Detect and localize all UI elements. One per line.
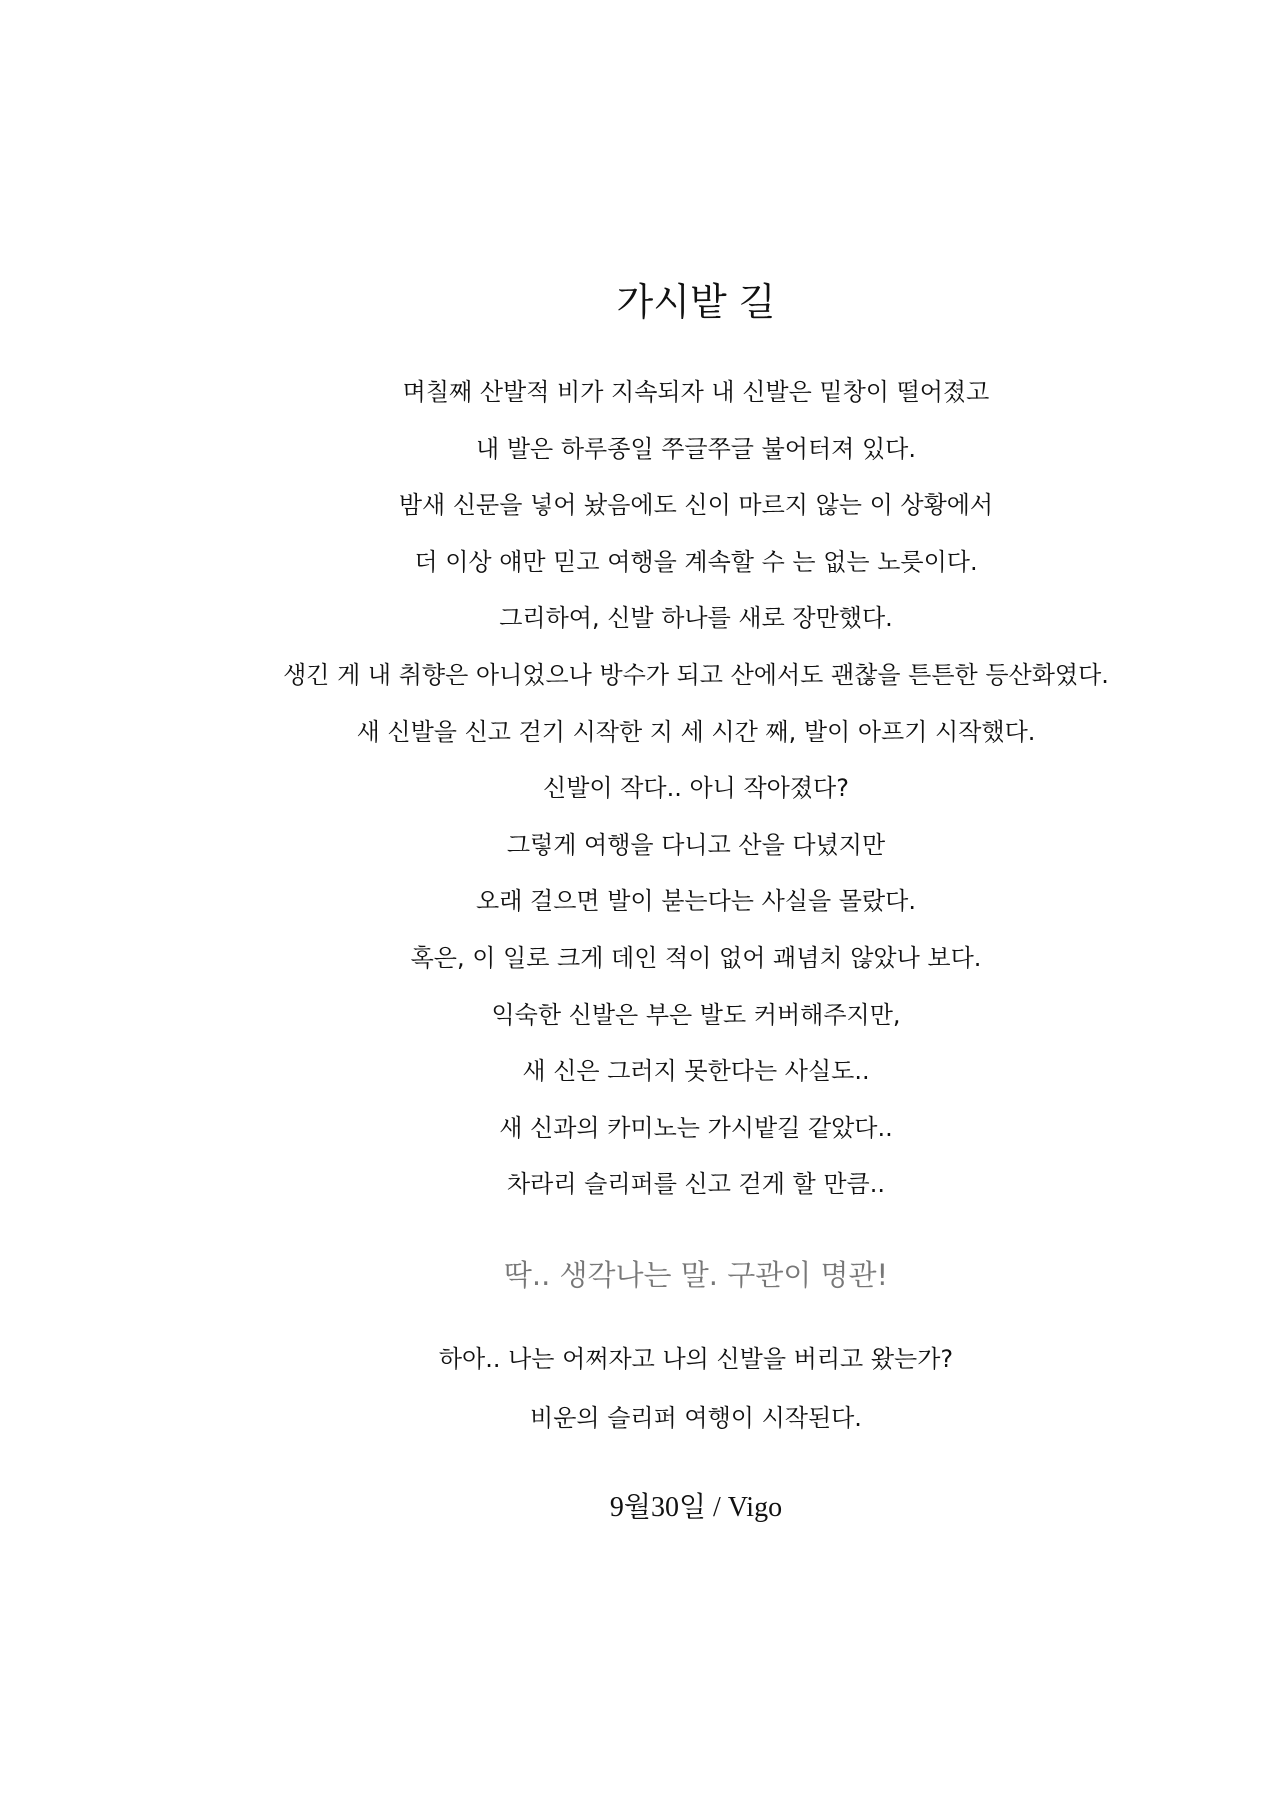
body-line: 밤새 신문을 넣어 놨음에도 신이 마르지 않는 이 상황에서 [398,491,994,520]
body-line: 오래 걸으면 발이 붇는다는 사실을 몰랐다. [476,887,916,916]
body-line: 내 발은 하루종일 쭈글쭈글 불어터져 있다. [476,434,916,463]
date-signature: 9월30일 / Vigo [609,1492,783,1523]
closing-line: 하아.. 나는 어쩌자고 나의 신발을 버리고 왔는가? [438,1345,954,1373]
document-title: 가시밭 길 [616,280,776,324]
body-line: 그렇게 여행을 다니고 산을 다녔지만 [506,830,886,859]
document-body [96,364,1280,1213]
body-line: 차라리 슬리퍼를 신고 걷게 할 만큼.. [507,1170,885,1199]
body-line: 그리하여, 신발 하나를 새로 장만했다. [499,604,893,633]
closing-paragraph [96,1330,1280,1448]
body-line: 더 이상 얘만 믿고 여행을 계속할 수 는 없는 노릇이다. [414,547,978,576]
closing-line: 비운의 슬리퍼 여행이 시작된다. [530,1404,862,1432]
body-line: 생긴 게 내 취향은 아니었으나 방수가 되고 산에서도 괜찮을 튼튼한 등산화였다. [283,660,1109,689]
body-line: 신발이 작다.. 아니 작아졌다? [543,774,849,803]
body-line: 익숙한 신발은 부은 발도 커버해주지만, [491,1000,901,1029]
body-line: 혹은, 이 일로 크게 데인 적이 없어 괘념치 않았나 보다. [410,943,982,972]
highlight-quote: 딱.. 생각나는 말. 구관이 명관! [503,1258,889,1292]
body-line: 새 신은 그러지 못한다는 사실도.. [522,1057,870,1086]
body-line: 새 신과의 카미노는 가시밭길 같았다.. [499,1113,893,1142]
body-line: 며칠째 산발적 비가 지속되자 내 신발은 밑창이 떨어졌고 [402,378,990,406]
body-line: 새 신발을 신고 걷기 시작한 지 세 시간 째, 발이 아프기 시작했다. [356,717,1036,746]
